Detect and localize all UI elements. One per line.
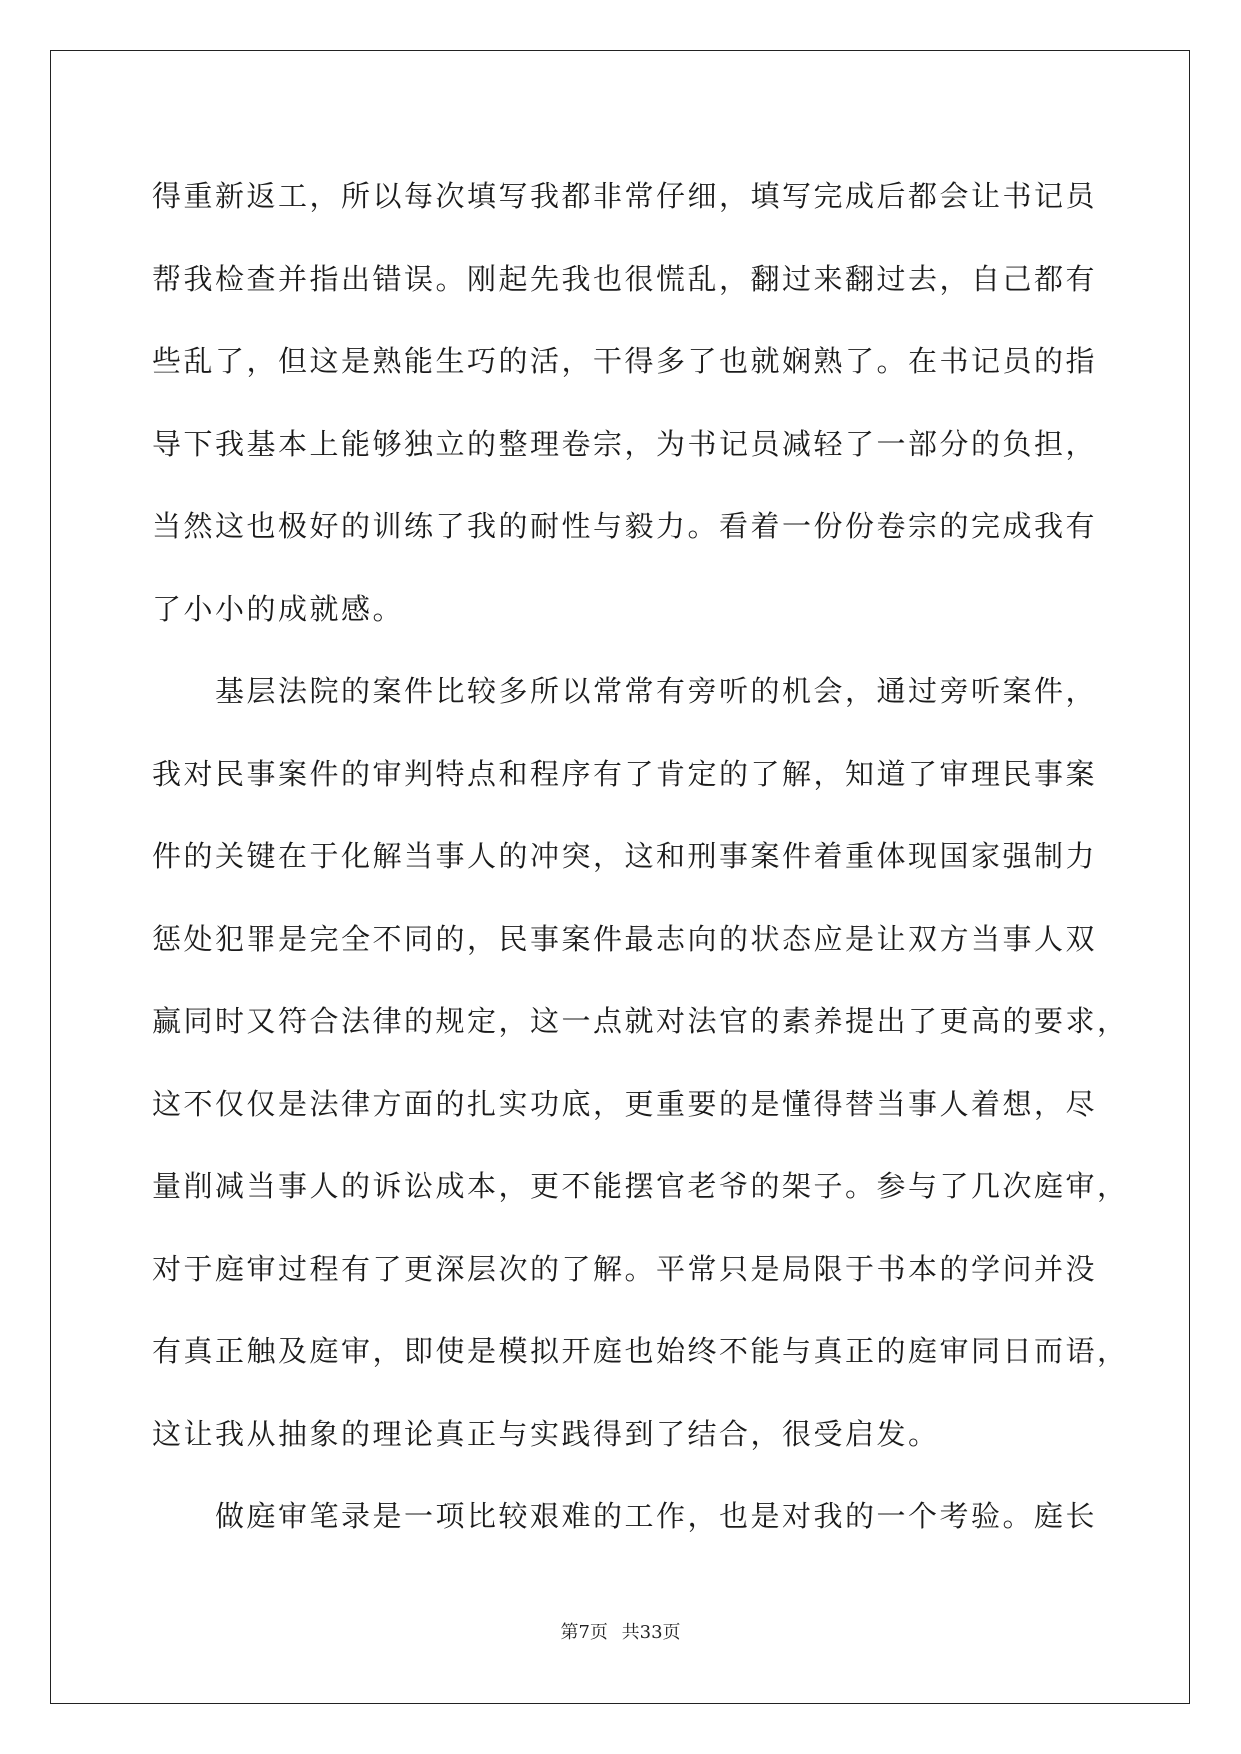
paragraph-1 [152,155,1098,650]
text-line: 对于庭审过程有了更深层次的了解。平常只是局限于书本的学问并没 [152,1251,1098,1286]
text-line: 导下我基本上能够独立的整理卷宗，为书记员减轻了一部分的负担， [152,426,1098,461]
page-total: 共33页 [621,1622,681,1643]
text-line: 我对民事案件的审判特点和程序有了肯定的了解，知道了审理民事案 [152,756,1098,791]
text-line: 惩处犯罪是完全不同的，民事案件最志向的状态应是让双方当事人双 [152,921,1098,956]
text-line: 帮我检查并指出错误。刚起先我也很慌乱，翻过来翻过去，自己都有 [152,261,1098,296]
text-line: 些乱了，但这是熟能生巧的活，干得多了也就娴熟了。在书记员的指 [152,344,1098,378]
text-line: 做庭审笔录是一项比较艰难的工作，也是对我的一个考验。庭长 [215,1499,1098,1533]
text-line: 这让我从抽象的理论真正与实践得到了结合，很受启发。 [152,1416,940,1451]
text-line: 有真正触及庭审，即使是模拟开庭也始终不能与真正的庭审同日而语， [152,1334,1129,1368]
paragraph-2 [152,650,1129,1475]
text-line: 赢同时又符合法律的规定，这一点就对法官的素养提出了更高的要求， [152,1004,1129,1038]
text-line: 这不仅仅是法律方面的扎实功底，更重要的是懂得替当事人着想，尽 [152,1086,1098,1121]
text-line: 量削减当事人的诉讼成本，更不能摆官老爷的架子。参与了几次庭审， [152,1169,1129,1203]
text-line: 当然这也极好的训练了我的耐性与毅力。看着一份份卷宗的完成我有 [152,509,1098,543]
text-line: 件的关键在于化解当事人的冲突，这和刑事案件着重体现国家强制力 [152,839,1098,873]
page-number: 第7页 [560,1622,608,1643]
text-line: 基层法院的案件比较多所以常常有旁听的机会，通过旁听案件， [215,674,1098,708]
document-body [152,155,1129,1558]
text-line: 了小小的成就感。 [152,591,405,626]
paragraph-3 [152,1475,1098,1558]
page-footer [0,1618,1241,1644]
text-line: 得重新返工，所以每次填写我都非常仔细，填写完成后都会让书记员 [152,179,1098,213]
